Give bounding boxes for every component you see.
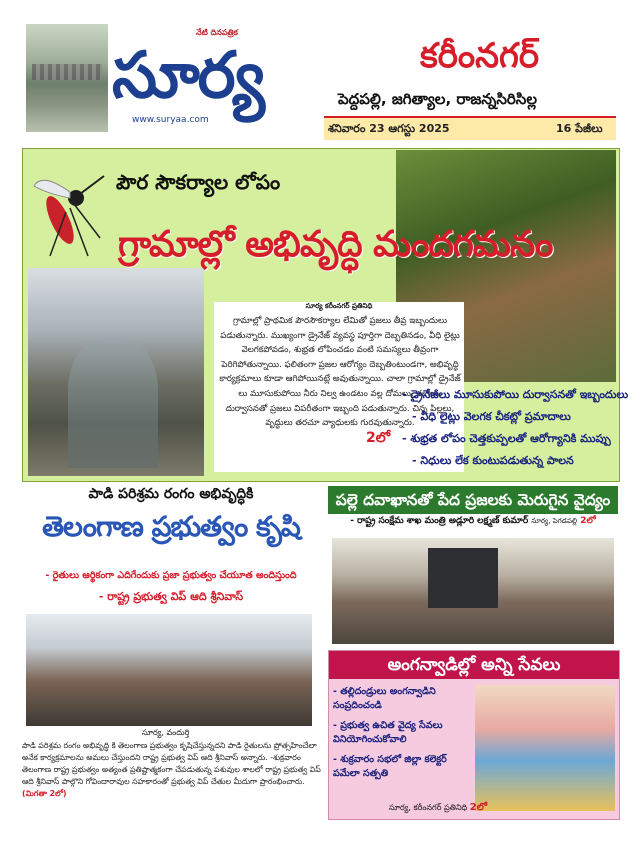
lead-bullet: - వీధి లైట్లు వెలగక చీకట్లో ప్రమాదాలు xyxy=(412,410,571,423)
story-dairy-sub: - రాష్ట్ర ప్రభుత్వ విప్ ఆది శ్రీనివాస్ xyxy=(98,590,244,603)
lead-bullet: - డ్రైనేజీలు మూసుకుపోయి దుర్వాసనతో ఇబ్బందులు xyxy=(402,388,629,401)
story-anganwadi-photo xyxy=(475,685,615,811)
masthead-logo[interactable]: సూర్య xyxy=(112,38,263,113)
story-anganwadi-point: - తల్లిదండ్రులు అంగన్వాడిని సంప్రదించండి xyxy=(333,686,436,711)
story-anganwadi-point: - శుక్రవారం సభలో జిల్లా కలెక్టర్ పమేలా సత్పతి xyxy=(333,754,447,779)
lead-headline[interactable]: గ్రామాల్లో అభివృద్ధి మందగమనం xyxy=(118,224,553,265)
masthead-url[interactable]: www.suryaa.com xyxy=(132,115,209,125)
story-anganwadi-point: - ప్రభుత్వ ఉచిత వైద్య సేవలు వినియోగించుకోవాలి xyxy=(333,720,443,745)
story-dairy-byline: సూర్య, వందుర్తి xyxy=(142,728,190,737)
masthead-dam-photo xyxy=(26,24,108,132)
mosquito-icon xyxy=(30,168,110,258)
lead-photo-drain xyxy=(28,268,204,476)
story-dairy-page-ref[interactable]: (మిగతా 2లో) xyxy=(22,789,67,798)
dateline-bar xyxy=(324,116,616,140)
story-hospital-headline[interactable]: పల్లె దవాఖానతో పేద ప్రజలకు మెరుగైన వైద్యం xyxy=(328,486,618,514)
lead-page-ref[interactable]: 2లో xyxy=(366,430,391,446)
story-anganwadi-page-ref[interactable]: 2లో xyxy=(469,802,488,813)
edition-districts: పెద్దపల్లి, జగిత్యాల, రాజన్నసిరిసిల్ల xyxy=(338,90,537,108)
masthead-tagline: నేటి దినపత్రిక xyxy=(196,28,238,37)
issue-date: శనివారం 23 ఆగస్టు 2025 xyxy=(328,122,450,135)
story-dairy-body: పాడి పరిశ్రమ రంగం అభివృద్ధి కి తెలంగాణ ప్రభుత్వం కృషిచేస్తున్నదని పాడి రైతులను ప్రోత్సహించేలా అనేక కార్యక్రమాలను అమలు చేస్తుందని రాష్ట్ర ప్రభుత్వ విప్ ఆది శ్రీనివాస్ అన్నారు. -శుక్రవారం తెలంగాణ రాష్ట్ర ప్రభుత్వం అత్యంత ప్రతిష్టాత్మకంగా చేపడుతున్న పశువుల శాలలో రాష్ట్ర ప్రభుత్వ విప్ ఆది శ్రీనివాస్ పాల్గొని గోవిందారావుల సహకారంతో ప్రభుత్వ విప్ చేతుల మీదుగా ప్రారంభించారు. (మిగతా 2లో) xyxy=(22,741,321,798)
edition-title: కరీంనగర్ xyxy=(420,36,539,76)
lead-bullet: - నిధులు లేక కుంటుపడుతున్న పాలన xyxy=(412,454,574,467)
story-hospital-byline: సూర్య, పెగడపల్లి xyxy=(531,517,578,525)
story-dairy-photo xyxy=(26,614,312,726)
story-dairy-sub: - రైతులు ఆర్థికంగా ఎదిగేందుకు ప్రజా ప్రభుత్వం చేయూత అందిస్తుంది xyxy=(45,570,297,581)
story-dairy[interactable] xyxy=(22,486,320,818)
story-hospital-page-ref[interactable]: 2లో xyxy=(580,516,596,526)
story-hospital-sub: - రాష్ట్ర సంక్షేమ శాఖ మంత్రి అడ్లూరి లక్ష్మణ్ కుమార్ సూర్య, పెగడపల్లి 2లో xyxy=(350,516,596,526)
story-anganwadi-byline: సూర్య, కరీంనగర్ ప్రతినిధి 2లో xyxy=(389,802,488,813)
story-dairy-kicker: పాడి పరిశ్రమ రంగం అభివృద్ధికి xyxy=(88,486,254,502)
page-count: 16 పేజీలు xyxy=(556,122,603,135)
lead-byline: సూర్య కరీంనగర్ ప్రతినిధి xyxy=(305,302,373,310)
story-hospital-photo xyxy=(332,538,614,644)
lead-kicker: పౌర సౌకర్యాల లోపం xyxy=(116,170,281,194)
story-anganwadi-headline[interactable]: అంగన్వాడిల్లో అన్ని సేవలు xyxy=(329,651,619,679)
story-dairy-headline[interactable]: తెలంగాణ ప్రభుత్వం కృషి xyxy=(42,510,300,543)
story-anganwadi-points xyxy=(333,685,473,787)
story-hospital[interactable] xyxy=(328,486,618,644)
lead-body-text: గ్రామాల్లో ప్రాథమిక పౌరసౌకర్యాల లేమితో ప్రజలు తీవ్ర ఇబ్బందులు పడుతున్నారు. ముఖ్యంగా డ్రైనేజ్ వ్యవస్థ పూర్తిగా దెబ్బతినడం, వీధి లైట్లు వెలగకపోవడం, శుభ్రత లోపించడం వంటి సమస్యలు తీవ్రంగా పెరిగిపోతున్నాయి. ఫలితంగా ప్రజల ఆరోగ్యం దెబ్బతింటుండగా, అభివృద్ధి కార్యక్రమాలు కూడా ఆగిపోయినట్లే అవుతున్నాయి. చాలా గ్రామాల్లో డ్రైనేజ్ లు మూసుకుపోయి నీరు నిల్వ ఉండటం వల్ల దోమలు, ఈగలు, దుర్వాసనతో ప్రజలు విపరీతంగా ఇబ్బంది పడుతున్నారు. చిన్న పిల్లలు, వృద్ధులు తరచూ వ్యాధులకు గురవుతున్నారు. xyxy=(219,316,461,429)
lead-bullet: - శుభ్రత లోపం చెత్తకుప్పలతో ఆరోగ్యానికి ముప్పు xyxy=(402,432,611,445)
story-anganwadi[interactable] xyxy=(328,650,620,820)
